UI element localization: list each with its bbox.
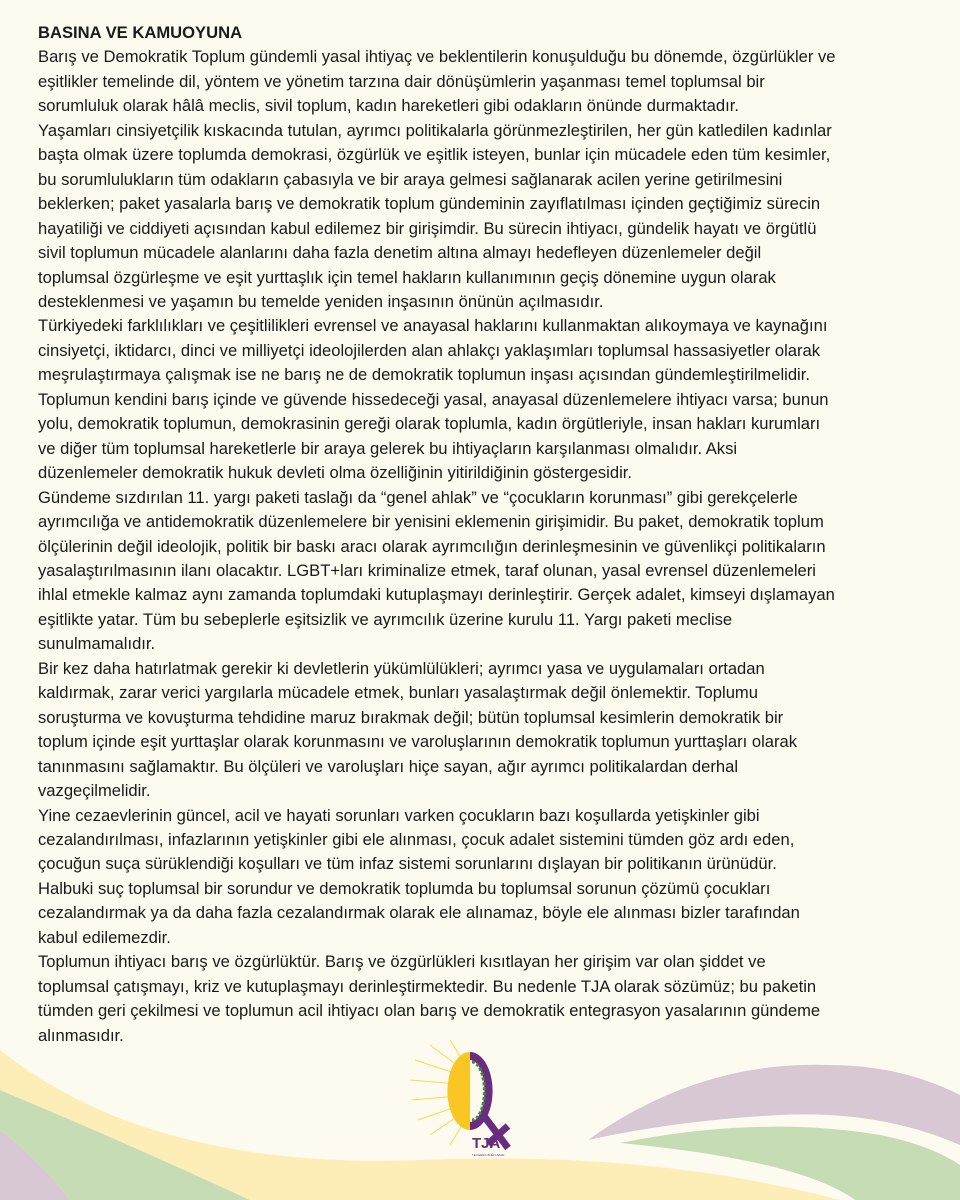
- text-line: meşrulaştırmaya çalışmak ise ne barış ne de demokratik toplumun inşası açısından gündemleştirilmelidir.: [38, 365, 810, 385]
- text-line: başta olmak üzere toplumda demokrasi, özgürlük ve eşitlik isteyen, bunlar için mücadele eden tüm kesimler,: [38, 145, 831, 165]
- paragraph: [38, 804, 938, 951]
- text-line: toplumsal çatışmayı, kriz ve kutuplaşmayı derinleştirmektedir. Bu nedenle TJA olarak sözümüz; bu paketin: [38, 976, 817, 996]
- text-line: ihlal etmekle kalmaz aynı zamanda toplumdaki kutuplaşmayı derinleştirir. Gerçek adalet, kimseyi dışlamayan: [38, 585, 835, 605]
- text-line: tanınmasını sağlamaktır. Bu ölçüleri ve varoluşları hiçe sayan, ağır ayrımcı politikalardan derhal: [38, 756, 739, 776]
- text-line: Yine cezaevlerinin güncel, acil ve hayati sorunları varken çocukların bazı koşullarda yetişkinler gibi: [38, 805, 760, 825]
- text-line: eşitlikler temelinde dil, yöntem ve yönetim tarzına dair dönüşümlerin yaşanması temel toplumsal bir: [38, 71, 765, 91]
- paragraph: [38, 45, 938, 118]
- text-line: vazgeçilmelidir.: [38, 781, 151, 801]
- press-statement: [38, 21, 938, 1048]
- text-line: sorumluluk olarak hâlâ meclis, sivil toplum, kadın hareketleri gibi odakların önünde durmaktadır.: [38, 96, 739, 116]
- text-line: hayatiliği ve ciddiyeti açısından kabul edilemez bir girişimdir. Bu sürecin ihtiyacı, gündelik hayatı ve örgütlü: [38, 218, 817, 238]
- text-line: sunulmamalıdır.: [38, 634, 156, 654]
- text-line: cezalandırmak ya da daha fazla cezalandırmak olarak ele alınamaz, böyle ele alınması bizler tarafından: [38, 903, 800, 923]
- text-line: eşitlikte yatar. Tüm bu sebeplerle eşitsizlik ve ayrımcılık üzerine kurulu 11. Yargı paketi meclise: [38, 609, 733, 629]
- text-line: bu sorumlulukların tüm odakların çabasıyla ve bir araya gelmesi sağlanarak acilen yerine getirilmesini: [38, 169, 783, 189]
- text-line: Barış ve Demokratik Toplum gündemli yasal ihtiyaç ve beklentilerin konuşulduğu bu dönemde, özgürlükler ve: [38, 47, 836, 67]
- text-line: sivil toplumun mücadele alanlarını daha fazla denetim altına almayı hedefleyen düzenlemeler değil: [38, 243, 762, 263]
- sun-half-icon: [447, 1052, 470, 1130]
- text-line: toplumsal özgürleşme ve eşit yurttaşlık için temel hakların kullanımının geçiş dönemine uygun olarak: [38, 267, 776, 287]
- text-line: cinsiyetçi, iktidarcı, dinci ve milliyetçi ideolojilerden alan ahlakçı yaklaşımları toplumsal hassasiyetler olarak: [38, 340, 821, 360]
- text-line: kabul edilemezdir.: [38, 927, 171, 947]
- logo-text: TJA: [472, 1135, 501, 1152]
- paragraph: [38, 314, 938, 387]
- text-line: yolu, demokratik toplumun, demokrasinin gereği olarak toplumla, kadın örgütleriyle, insan hakları kurumları: [38, 414, 821, 434]
- text-line: çocuğun suça sürüklendiği koşulları ve tüm infaz sistemi sorunlarını dışlayan bir politikanın ürünüdür.: [38, 854, 777, 874]
- text-line: Halbuki suç toplumsal bir sorundur ve demokratik toplumda bu toplumsal sorunun çözümü çocukları: [38, 878, 771, 898]
- text-line: soruşturma ve kovuşturma tehdidine maruz bırakmak değil; bütün toplumsal kesimlerin demokratik bir: [38, 707, 784, 727]
- text-line: Yaşamları cinsiyetçilik kıskacında tutulan, ayrımcı politikalarla görünmezleştirilen, her gün katledilen kadınlar: [38, 120, 832, 140]
- logo-subtitle: TEVGERA JINÊN AZAD: [472, 1153, 505, 1157]
- text-line: Toplumun ihtiyacı barış ve özgürlüktür. Barış ve özgürlükleri kısıtlayan her girişim var olan şiddet ve: [38, 952, 766, 972]
- text-line: alınmasıdır.: [38, 1025, 124, 1045]
- text-line: Gündeme sızdırılan 11. yargı paketi taslağı da “genel ahlak” ve “çocukların korunması” gibi gerekçelerle: [38, 487, 798, 507]
- text-line: cezalandırılması, infazlarının yetişkinler gibi ele alınması, çocuk adalet sistemini tümden göz ardı eden,: [38, 829, 795, 849]
- paragraph: [38, 119, 938, 315]
- text-line: Toplumun kendini barış içinde ve güvende hissedeceği yasal, anayasal düzenlemelere ihtiyacı varsa; bunun: [38, 389, 829, 409]
- text-line: ayrımcılığa ve antidemokratik düzenlemelere bir yenisini eklemenin girişimidir. Bu paket, demokratik toplum: [38, 512, 824, 532]
- text-line: ve diğer tüm toplumsal hareketlerle bir araya gelerek bu ihtiyaçların karşılanması olmalıdır. Aksi: [38, 438, 738, 458]
- paragraph: [38, 388, 938, 486]
- text-line: desteklenmesi ve yaşamın bu temelde yeniden inşasının önünün açılmasıdır.: [38, 291, 604, 311]
- paragraph: [38, 950, 938, 1048]
- text-line: Bir kez daha hatırlatmak gerekir ki devletlerin yükümlülükleri; ayrımcı yasa ve uygulamaları ortadan: [38, 658, 765, 678]
- text-line: kaldırmak, zarar verici yargılarla mücadele etmek, bunları yasalaştırmak değil önlemektir. Toplumu: [38, 683, 758, 703]
- document-title: BASINA VE KAMUOYUNA: [38, 23, 243, 42]
- text-line: ölçülerinin değil ideolojik, politik bir baskı aracı olarak ayrımcılığın derinleşmesinin ve güvenlikçi politikaların: [38, 536, 826, 556]
- tja-logo: [410, 1040, 550, 1160]
- paragraph: [38, 486, 938, 657]
- text-line: toplum içinde eşit yurttaşlar olarak korunmasını ve varoluşlarının demokratik toplumun yurttaşları olarak: [38, 732, 798, 752]
- text-line: Türkiyedeki farklılıkları ve çeşitlilikleri evrensel ve anayasal haklarını kullanmaktan alıkoymaya ve kaynağını: [38, 316, 828, 336]
- paragraph: [38, 657, 938, 804]
- text-line: tümden geri çekilmesi ve toplumun acil ihtiyacı olan barış ve demokratik entegrasyon yasalarının gündeme: [38, 1001, 821, 1021]
- text-line: beklerken; paket yasalarla barış ve demokratik toplum gündeminin zayıflatılması içinden geçtiğimiz sürecin: [38, 194, 821, 214]
- text-line: düzenlemeler demokratik hukuk devleti olma özelliğinin yitirildiğinin göstergesidir.: [38, 463, 632, 483]
- text-line: yasalaştırılmasının ilanı olacaktır. LGBT+ları kriminalize etmek, taraf olunan, yasal evrensel düzenlemeleri: [38, 560, 816, 580]
